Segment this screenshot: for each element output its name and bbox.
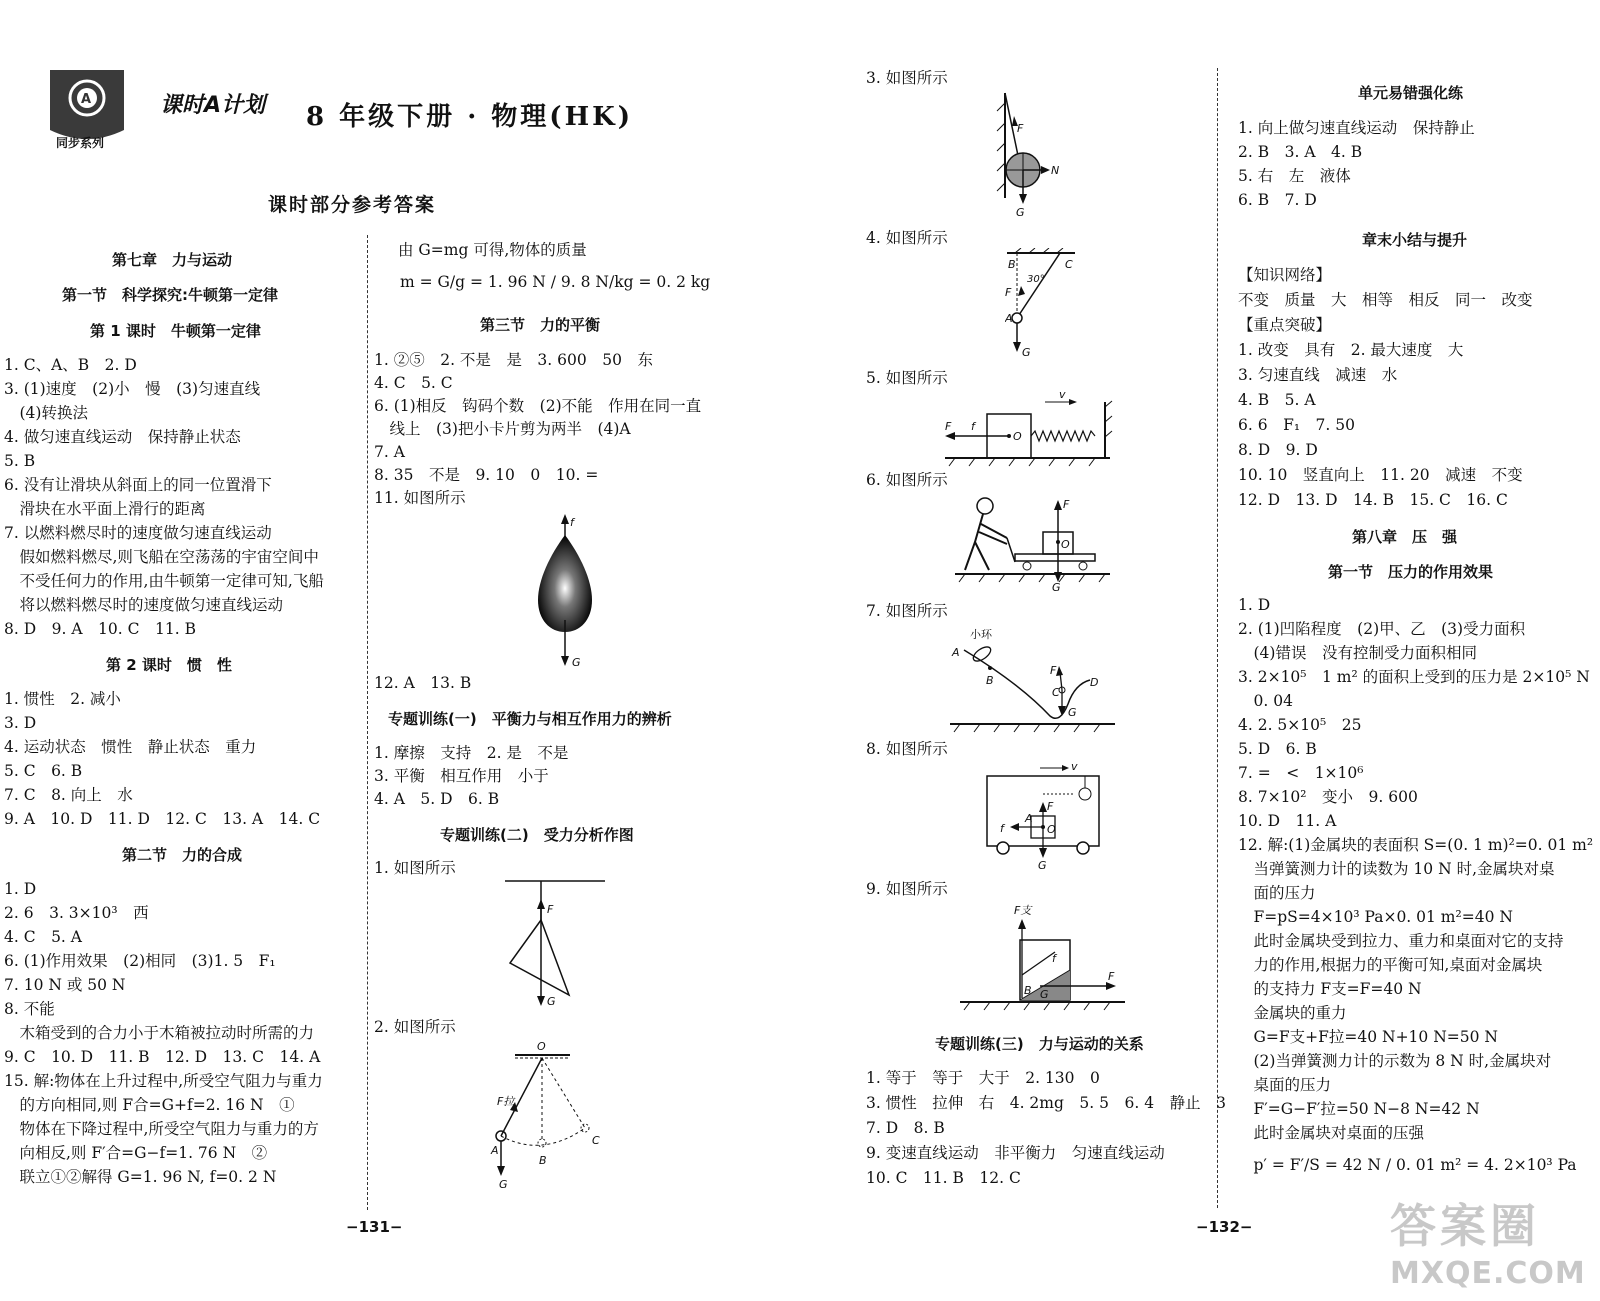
lesson-2-heading: 第 2 课时 惯 性 <box>106 656 232 674</box>
answer-line: 5. 如图所示 <box>866 369 948 387</box>
answer-line: 5. B <box>4 452 36 470</box>
f7-label-b: B <box>986 674 994 687</box>
f5-label-v: v <box>1059 392 1066 401</box>
f2-label-b: B <box>539 1154 547 1167</box>
answer-line: 8. 35 不是 9. 10 0 10. = <box>374 466 599 484</box>
answer-line: 5. C 6. B <box>4 762 83 780</box>
answer-line: 7. A <box>374 443 405 461</box>
answer-line: 当弹簧测力计的读数为 10 N 时,金属块对桌 <box>1238 860 1555 878</box>
answer-line: 6. 6 F₁ 7. 50 <box>1238 416 1355 434</box>
f8-label-o: O <box>1047 823 1056 836</box>
column-divider <box>1217 68 1218 1208</box>
answer-line: 不变 质量 大 相等 相反 同一 改变 <box>1238 291 1533 309</box>
answer-line: 1. 改变 具有 2. 最大速度 大 <box>1238 341 1464 359</box>
brand-title <box>160 88 280 138</box>
f2-label-fpull: F拉 <box>497 1095 515 1108</box>
unit-practice-heading: 单元易错强化练 <box>1358 84 1464 102</box>
answer-line: 9. 如图所示 <box>866 880 948 898</box>
answer-line: 力的作用,根据力的平衡可知,桌面对金属块 <box>1238 956 1543 974</box>
answer-line: 3. D <box>4 714 37 732</box>
topic-1-heading: 专题训练(一) 平衡力与相互作用力的辨析 <box>388 710 672 728</box>
answer-line: 4. C 5. C <box>374 374 453 392</box>
answer-line: 6. (1)作用效果 (2)相同 (3)1. 5 F₁ <box>4 952 276 970</box>
drop-label-f: f <box>570 516 574 529</box>
f5-label-f: F <box>945 420 952 433</box>
answer-line: 3. (1)速度 (2)小 慢 (3)匀速直线 <box>4 380 261 398</box>
answer-line: 2. 6 3. 3×10³ 西 <box>4 904 149 922</box>
answer-line: 0. 04 <box>1238 692 1293 710</box>
answer-line: 1. C、A、B 2. D <box>4 356 137 374</box>
answer-line: 桌面的压力 <box>1238 1076 1332 1094</box>
f8-label-v: v <box>1071 760 1078 773</box>
answer-line: 7. 以燃料燃尽时的速度做匀速直线运动 <box>4 524 272 542</box>
answer-line: 金属块的重力 <box>1238 1004 1347 1022</box>
f8-label-g: G <box>1038 859 1047 872</box>
f4-label-angle: 30° <box>1027 274 1045 285</box>
answer-line: 1. 摩擦 支持 2. 是 不是 <box>374 744 569 762</box>
f3-label-n: N <box>1051 164 1060 177</box>
f4-label-a: A <box>1005 312 1013 325</box>
watermark <box>1390 1190 1600 1290</box>
chapter-summary-heading: 章末小结与提升 <box>1362 231 1468 249</box>
figure-car-box <box>985 760 1110 876</box>
section-8-1-heading: 第一节 压力的作用效果 <box>1328 563 1494 581</box>
answer-line: 物体在下降过程中,所受空气阻力与重力的方 <box>4 1120 319 1138</box>
answer-line: 8. 如图所示 <box>866 740 948 758</box>
page-number: −131− <box>346 1218 403 1236</box>
f4-label-f: F <box>1005 286 1012 299</box>
book-title: 8 年级下册 · 物理(HK) <box>306 102 634 132</box>
f7-label-c: C <box>1052 686 1060 699</box>
svg-text:A: A <box>81 92 92 107</box>
f9-label-b: B <box>1024 984 1032 997</box>
answer-line: 假如燃料燃尽,则飞船在空荡荡的宇宙空间中 <box>4 548 319 566</box>
f4-label-g: G <box>1022 346 1031 359</box>
answer-line: 1. D <box>1238 596 1271 614</box>
answer-line: (4)转换法 <box>4 404 88 422</box>
answer-line: 2. B 3. A 4. B <box>1238 143 1363 161</box>
answer-line: 4. C 5. A <box>4 928 82 946</box>
f5-label-o: O <box>1013 430 1022 443</box>
f4-label-c: C <box>1065 258 1073 271</box>
answer-line: 3. 惯性 拉伸 右 4. 2mg 5. 5 6. 4 静止 3 <box>866 1094 1226 1112</box>
figure-cart-push <box>955 492 1115 596</box>
f9-label-friction: f <box>1052 952 1056 965</box>
figure-block-wall <box>960 900 1140 1016</box>
f6-label-o: O <box>1061 538 1070 551</box>
series-logo <box>46 68 128 154</box>
answer-line: 的方向相同,则 F合=G+f=2. 16 N ① <box>4 1096 295 1114</box>
answer-line: 9. 变速直线运动 非平衡力 匀速直线运动 <box>866 1144 1165 1162</box>
answer-line: 1. D <box>4 880 37 898</box>
f2-label-c: C <box>592 1134 600 1147</box>
f9-label-g: G <box>1040 988 1049 1001</box>
answer-line: 将以燃料燃尽时的速度做匀速直线运动 <box>4 596 284 614</box>
chapter-8-heading: 第八章 压 强 <box>1352 528 1458 546</box>
answer-line: 6. (1)相反 钩码个数 (2)不能 作用在同一直 <box>374 397 702 415</box>
f7-label-a: A <box>952 646 960 659</box>
answers-title: 课时部分参考答案 <box>268 194 437 216</box>
answer-line: 5. D 6. B <box>1238 740 1317 758</box>
mass-formula: m = G/g = 1. 96 N / 9. 8 N/kg = 0. 2 kg <box>400 273 711 291</box>
series-logo-text: 同步系列 <box>56 136 105 150</box>
answer-line: 15. 解:物体在上升过程中,所受空气阻力与重力 <box>4 1072 323 1090</box>
answer-line: 10. C 11. B 12. C <box>866 1169 1021 1187</box>
answer-line: 7. D 8. B <box>866 1119 945 1137</box>
answer-line: 7. 10 N 或 50 N <box>4 976 126 994</box>
f4-label-b: B <box>1008 258 1016 271</box>
answer-line: F′=G−F′拉=50 N−8 N=42 N <box>1238 1100 1480 1118</box>
watermark-cn: 答案圈 <box>1390 1199 1540 1253</box>
answer-line: 11. 如图所示 <box>374 489 466 507</box>
f3-label-f: F <box>1017 122 1024 135</box>
answer-line: 5. 右 左 液体 <box>1238 167 1351 185</box>
answer-line: 3. 匀速直线 减速 水 <box>1238 366 1398 384</box>
answer-line: F=pS=4×10³ Pa×0. 01 m²=40 N <box>1238 908 1513 926</box>
figure-rope-ball <box>1005 248 1085 367</box>
topic-2-heading: 专题训练(二) 受力分析作图 <box>440 826 634 844</box>
answer-line: 4. A 5. D 6. B <box>374 790 500 808</box>
f8-label-a: A <box>1025 812 1033 825</box>
f7-label-d: D <box>1090 676 1099 689</box>
answer-line: 8. 7×10² 变小 9. 600 <box>1238 788 1418 806</box>
answer-line: 9. C 10. D 11. B 12. D 13. C 14. A <box>4 1048 321 1066</box>
answer-line: 1. ②⑤ 2. 不是 是 3. 600 50 东 <box>374 351 653 369</box>
answer-line: 的支持力 F支=F=40 N <box>1238 980 1422 998</box>
drop-label-g: G <box>572 656 581 669</box>
answer-line: 2. 如图所示 <box>374 1018 456 1036</box>
answer-line: 6. 如图所示 <box>866 471 948 489</box>
answer-line: 7. = < 1×10⁶ <box>1238 764 1364 782</box>
figure-block-spring <box>945 392 1130 471</box>
answer-line: 此时金属块受到拉力、重力和桌面对它的支持 <box>1238 932 1564 950</box>
answer-line: 6. 没有让滑块从斜面上的同一位置滑下 <box>4 476 272 494</box>
f5-label-friction: f <box>971 420 975 433</box>
figure-ring-track <box>950 624 1120 740</box>
answer-line: 1. 惯性 2. 减小 <box>4 690 121 708</box>
answer-line: (2)当弹簧测力计的示数为 8 N 时,金属块对 <box>1238 1052 1552 1070</box>
answer-line: 8. D 9. D <box>1238 441 1318 459</box>
answer-line: 4. 如图所示 <box>866 229 948 247</box>
section-1-heading: 第一节 科学探究:牛顿第一定律 <box>62 286 279 304</box>
f9-label-fsupport: F支 <box>1014 904 1032 917</box>
answer-line: 2. (1)凹陷程度 (2)甲、乙 (3)受力面积 <box>1238 620 1526 638</box>
f2-label-a: A <box>491 1144 499 1157</box>
figure-pendulum <box>485 1040 615 1194</box>
answer-line: 此时金属块对桌面的压强 <box>1238 1124 1425 1142</box>
brand-text: 课时A计划 <box>160 93 266 118</box>
answer-line: 【知识网络】 <box>1238 266 1332 284</box>
answer-line: 3. 如图所示 <box>866 69 948 87</box>
f7-label-g: G <box>1068 706 1077 719</box>
answer-line: 3. 平衡 相互作用 小于 <box>374 767 549 785</box>
answer-line: 8. D 9. A 10. C 11. B <box>4 620 196 638</box>
f7-label-ring: 小环 <box>970 628 992 641</box>
f3-label-g: G <box>1016 206 1025 218</box>
answer-line: 联立①②解得 G=1. 96 N, f=0. 2 N <box>4 1168 277 1186</box>
answer-line: 12. A 13. B <box>374 674 472 692</box>
figure-water-drop <box>520 510 610 684</box>
answer-line: 10. 10 竖直向上 11. 20 减速 不变 <box>1238 466 1523 484</box>
lesson-1-heading: 第 1 课时 牛顿第一定律 <box>90 322 261 340</box>
f2-label-g: G <box>499 1178 508 1190</box>
f1-label-g: G <box>547 995 556 1008</box>
f6-label-g: G <box>1052 581 1061 592</box>
answer-line: 7. C 8. 向上 水 <box>4 786 133 804</box>
answer-line: 4. B 5. A <box>1238 391 1316 409</box>
f8-label-f: F <box>1047 800 1054 813</box>
answer-line: 滑块在水平面上滑行的距离 <box>4 500 206 518</box>
answer-line: 1. 如图所示 <box>374 859 456 877</box>
answer-line: 12. 解:(1)金属块的表面积 S=(0. 1 m)²=0. 01 m² <box>1238 836 1594 854</box>
f9-label-f: F <box>1108 970 1115 983</box>
answer-line: (4)错误 没有控制受力面积相同 <box>1238 644 1477 662</box>
answer-line: 6. B 7. D <box>1238 191 1317 209</box>
answer-line: 木箱受到的合力小于木箱被拉动时所需的力 <box>4 1024 315 1042</box>
topic-3-heading: 专题训练(三) 力与运动的关系 <box>935 1035 1144 1053</box>
answer-line: 线上 (3)把小卡片剪为两半 (4)A <box>374 420 631 438</box>
answer-line: 4. 运动状态 惯性 静止状态 重力 <box>4 738 257 756</box>
f6-label-f: F <box>1063 498 1070 511</box>
f7-label-f: F <box>1050 664 1057 677</box>
answer-line: 12. D 13. D 14. B 15. C 16. C <box>1238 491 1508 509</box>
answer-line: 4. 做匀速直线运动 保持静止状态 <box>4 428 241 446</box>
answer-line: 【重点突破】 <box>1238 316 1332 334</box>
f8-label-friction: f <box>1000 822 1004 835</box>
answer-line: 8. 不能 <box>4 1000 55 1018</box>
answer-line: 10. D 11. A <box>1238 812 1337 830</box>
answer-line: p′ = F′/S = 42 N / 0. 01 m² = 4. 2×10³ Pa <box>1238 1156 1577 1174</box>
answer-line: 由 G=mg 可得,物体的质量 <box>398 241 587 259</box>
section-2-heading: 第二节 力的合成 <box>122 846 243 864</box>
watermark-url: MXQE.COM <box>1390 1256 1586 1291</box>
column-divider <box>367 235 368 1210</box>
answer-line: 1. 等于 等于 大于 2. 130 0 <box>866 1069 1100 1087</box>
chapter-7-heading: 第七章 力与运动 <box>112 251 233 269</box>
answer-line: 不受任何力的作用,由牛顿第一定律可知,飞船 <box>4 572 324 590</box>
answer-line: 3. 2×10⁵ 1 m² 的面积上受到的压力是 2×10⁵ N <box>1238 668 1590 686</box>
figure-triangle-hanging <box>505 875 605 1019</box>
figure-ball-wall <box>985 88 1075 222</box>
answer-line: G=F支+F拉=40 N+10 N=50 N <box>1238 1028 1498 1046</box>
section-3-heading: 第三节 力的平衡 <box>480 316 601 334</box>
answer-line: 4. 2. 5×10⁵ 25 <box>1238 716 1362 734</box>
answer-line: 9. A 10. D 11. D 12. C 13. A 14. C <box>4 810 321 828</box>
f2-label-o: O <box>537 1040 546 1053</box>
page-number: −132− <box>1196 1218 1253 1236</box>
answer-line: 面的压力 <box>1238 884 1316 902</box>
answer-line: 向相反,则 F′合=G−f=1. 76 N ② <box>4 1144 268 1162</box>
f1-label-f: F <box>547 903 554 916</box>
answer-line: 7. 如图所示 <box>866 602 948 620</box>
answer-line: 1. 向上做匀速直线运动 保持静止 <box>1238 119 1475 137</box>
